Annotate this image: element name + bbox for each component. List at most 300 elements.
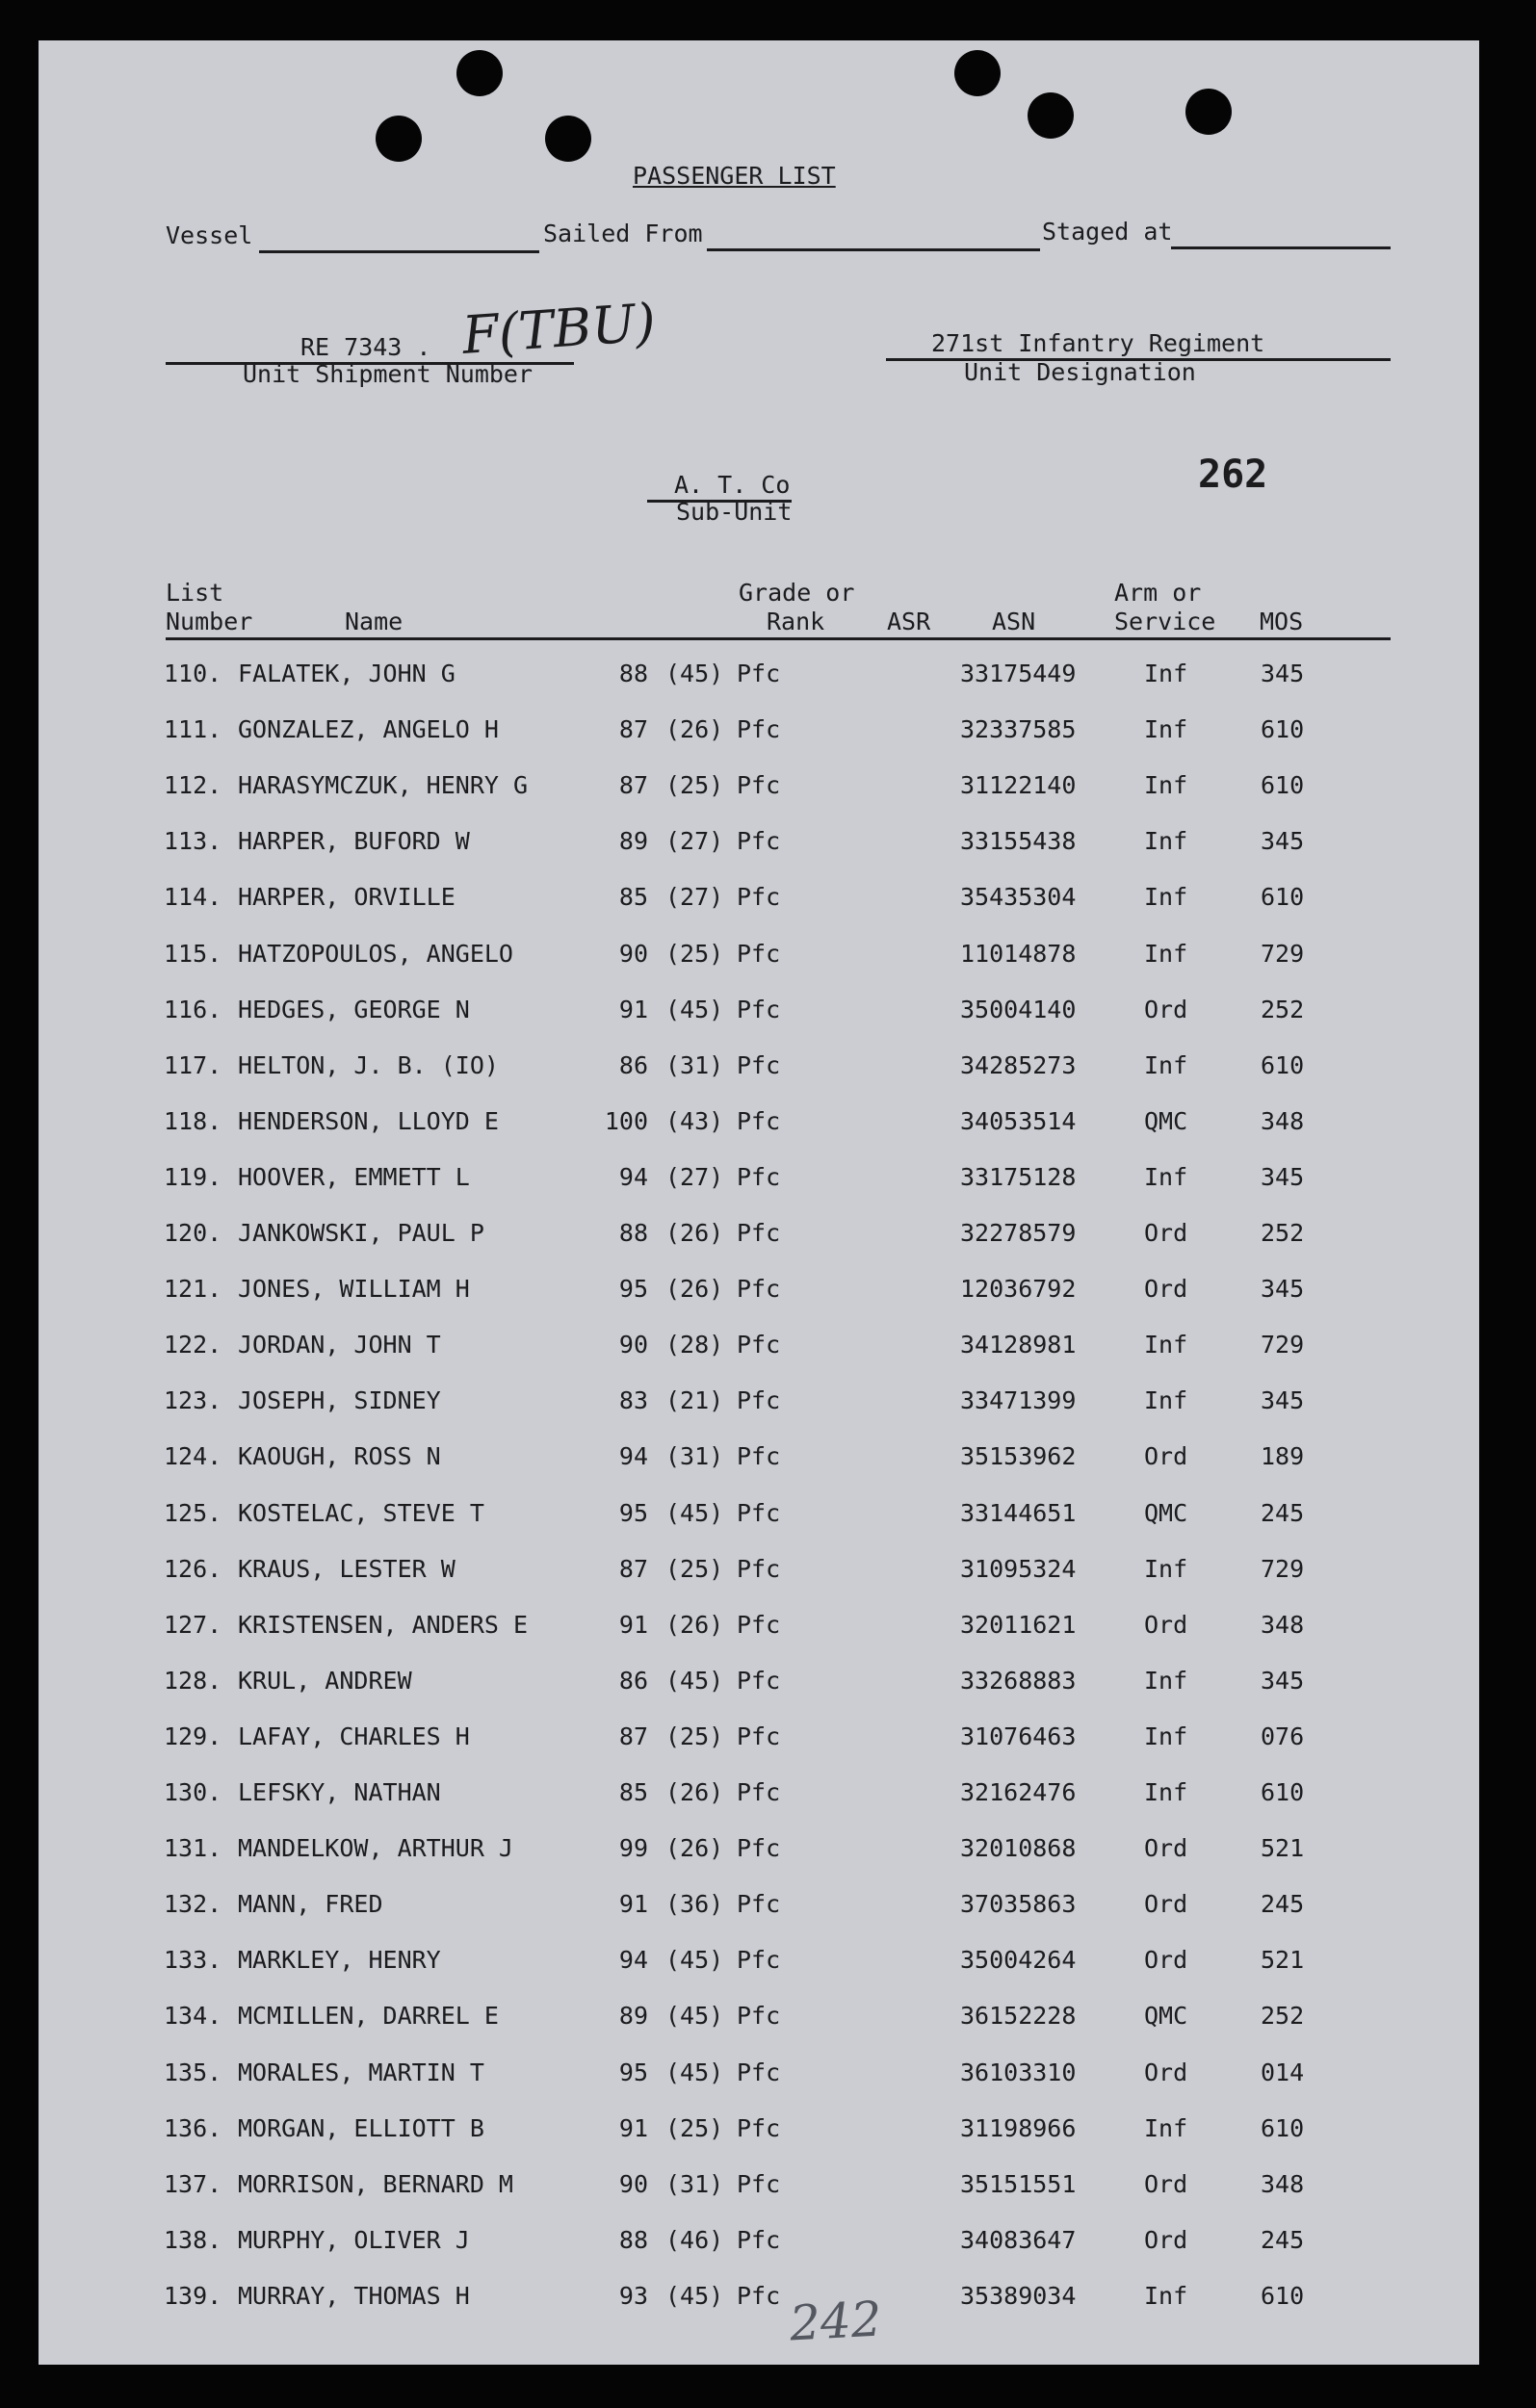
grade: Pfc (737, 1666, 781, 1695)
table-row (39, 2226, 1479, 2265)
asn: 35389034 (960, 2281, 1077, 2310)
mos: 014 (1261, 2058, 1305, 2086)
age: (26) (665, 1275, 724, 1304)
grade: Pfc (737, 1331, 781, 1359)
asr: 95 (618, 2058, 648, 2086)
mos: 610 (1261, 771, 1305, 800)
grade: Pfc (737, 1890, 781, 1919)
punch-hole (1028, 92, 1074, 139)
mos: 729 (1261, 939, 1305, 968)
asn: 31122140 (960, 771, 1077, 800)
asr: 91 (618, 1890, 648, 1919)
mos: 610 (1261, 2113, 1305, 2142)
sub-unit-label: Sub-Unit (676, 498, 793, 526)
mos: 345 (1261, 827, 1305, 856)
table-row (39, 1163, 1479, 1202)
arm-service: Ord (1144, 1219, 1188, 1247)
list-number: 132. (164, 1890, 222, 1919)
arm-service: Ord (1144, 1610, 1188, 1639)
grade: Pfc (737, 939, 781, 968)
age: (46) (665, 2225, 724, 2254)
list-number: 135. (164, 2058, 222, 2086)
asn: 34128981 (960, 1331, 1077, 1359)
grade: Pfc (737, 995, 781, 1023)
asn: 11014878 (960, 939, 1077, 968)
table-row (39, 2002, 1479, 2040)
col-header-arm: Arm or (1114, 579, 1202, 607)
shipment-handwritten-annotation: F(TBU) (460, 292, 658, 366)
asr: 93 (618, 2281, 648, 2310)
table-row (39, 940, 1479, 978)
staged-at-field-line (1171, 246, 1391, 249)
grade: Pfc (737, 1219, 781, 1247)
mos: 348 (1261, 1610, 1305, 1639)
sub-unit: A. T. Co (674, 471, 791, 499)
mos: 245 (1261, 2225, 1305, 2254)
col-header-mos: MOS (1260, 608, 1304, 635)
passenger-name: GONZALEZ, ANGELO H (238, 715, 499, 744)
asn: 37035863 (960, 1890, 1077, 1919)
table-row (39, 1722, 1479, 1761)
passenger-name: MORALES, MARTIN T (238, 2058, 484, 2086)
list-number: 133. (164, 1946, 222, 1975)
asn: 35151551 (960, 2169, 1077, 2198)
age: (25) (665, 939, 724, 968)
asn: 33144651 (960, 1498, 1077, 1527)
table-row (39, 715, 1479, 754)
handwritten-note: 242 (788, 2291, 883, 2352)
vessel-field-line (259, 250, 539, 253)
col-header-grade: Grade or (739, 579, 855, 607)
list-number: 120. (164, 1219, 222, 1247)
age: (25) (665, 1722, 724, 1750)
col-header-rank: Rank (767, 608, 825, 635)
passenger-name: FALATEK, JOHN G (238, 660, 456, 687)
age: (45) (665, 1666, 724, 1695)
unit-designation: 271st Infantry Regiment (931, 329, 1265, 357)
passenger-name: KRAUS, LESTER W (238, 1554, 456, 1583)
list-number: 111. (164, 715, 222, 744)
passenger-name: MORGAN, ELLIOTT B (238, 2113, 484, 2142)
col-header-asr: ASR (887, 608, 931, 635)
age: (26) (665, 1778, 724, 1806)
mos: 345 (1261, 1275, 1305, 1304)
header-rule (166, 637, 1391, 640)
passenger-name: MURRAY, THOMAS H (238, 2281, 470, 2310)
asr: 94 (618, 1946, 648, 1975)
table-row (39, 1667, 1479, 1705)
punch-hole (954, 50, 1001, 96)
list-number: 122. (164, 1331, 222, 1359)
arm-service: Ord (1144, 1946, 1188, 1975)
arm-service: Inf (1144, 771, 1188, 800)
age: (43) (665, 1106, 724, 1135)
list-number: 128. (164, 1666, 222, 1695)
arm-service: Inf (1144, 939, 1188, 968)
passenger-name: HARASYMCZUK, HENRY G (238, 771, 529, 800)
list-number: 119. (164, 1162, 222, 1191)
arm-service: Inf (1144, 715, 1188, 744)
table-row (39, 883, 1479, 921)
asn: 34285273 (960, 1050, 1077, 1079)
arm-service: Ord (1144, 2225, 1188, 2254)
age: (26) (665, 1610, 724, 1639)
age: (45) (665, 1498, 724, 1527)
mos: 345 (1261, 1162, 1305, 1191)
arm-service: QMC (1144, 1106, 1188, 1135)
mos: 610 (1261, 2281, 1305, 2310)
grade: Pfc (737, 1162, 781, 1191)
asr: 95 (618, 1498, 648, 1527)
table-row (39, 660, 1479, 698)
passenger-name: MANN, FRED (238, 1890, 383, 1919)
passenger-name: HOOVER, EMMETT L (238, 1162, 470, 1191)
asr: 86 (618, 1050, 648, 1079)
age: (28) (665, 1331, 724, 1359)
asr: 85 (618, 1778, 648, 1806)
list-number: 137. (164, 2169, 222, 2198)
asn: 31095324 (960, 1554, 1077, 1583)
arm-service: Inf (1144, 2113, 1188, 2142)
arm-service: Inf (1144, 2281, 1188, 2310)
grade: Pfc (737, 715, 781, 744)
table-row (39, 1611, 1479, 1649)
asr: 95 (618, 1275, 648, 1304)
grade: Pfc (737, 1722, 781, 1750)
asn: 34083647 (960, 2225, 1077, 2254)
mos: 252 (1261, 995, 1305, 1023)
staged-at-label: Staged at (1042, 218, 1173, 246)
table-row (39, 2282, 1479, 2320)
mos: 189 (1261, 1442, 1305, 1471)
arm-service: Inf (1144, 1666, 1188, 1695)
list-number: 126. (164, 1554, 222, 1583)
arm-service: Inf (1144, 883, 1188, 912)
asn: 36152228 (960, 2002, 1077, 2031)
asn: 32278579 (960, 1219, 1077, 1247)
unit-designation-label: Unit Designation (964, 358, 1196, 386)
mos: 729 (1261, 1554, 1305, 1583)
passenger-name: KOSTELAC, STEVE T (238, 1498, 484, 1527)
asr: 87 (618, 1554, 648, 1583)
grade: Pfc (737, 2169, 781, 2198)
age: (45) (665, 2058, 724, 2086)
list-number: 130. (164, 1778, 222, 1806)
age: (26) (665, 1834, 724, 1863)
asr: 90 (618, 2169, 648, 2198)
asn: 12036792 (960, 1275, 1077, 1304)
page-number: 262 (1198, 453, 1268, 497)
table-row (39, 1051, 1479, 1090)
mos: 729 (1261, 1331, 1305, 1359)
passenger-name: JORDAN, JOHN T (238, 1331, 441, 1359)
table-row (39, 827, 1479, 866)
asn: 33175128 (960, 1162, 1077, 1191)
arm-service: Inf (1144, 827, 1188, 856)
passenger-name: MCMILLEN, DARREL E (238, 2002, 499, 2031)
grade: Pfc (737, 1442, 781, 1471)
passenger-name: JANKOWSKI, PAUL P (238, 1219, 484, 1247)
passenger-name: LEFSKY, NATHAN (238, 1778, 441, 1806)
col-header-list: List (166, 579, 224, 607)
list-number: 124. (164, 1442, 222, 1471)
list-number: 110. (164, 660, 222, 687)
table-row (39, 1890, 1479, 1929)
list-number: 114. (164, 883, 222, 912)
mos: 345 (1261, 1666, 1305, 1695)
col-header-number: Number (166, 608, 253, 635)
list-number: 125. (164, 1498, 222, 1527)
arm-service: Ord (1144, 2058, 1188, 2086)
mos: 610 (1261, 1778, 1305, 1806)
asr: 89 (618, 827, 648, 856)
list-number: 134. (164, 2002, 222, 2031)
asr: 99 (618, 1834, 648, 1863)
mos: 245 (1261, 1890, 1305, 1919)
age: (26) (665, 715, 724, 744)
table-row (39, 1442, 1479, 1481)
asr: 86 (618, 1666, 648, 1695)
asn: 35004264 (960, 1946, 1077, 1975)
document-page (39, 40, 1479, 2365)
grade: Pfc (737, 1386, 781, 1415)
arm-service: Inf (1144, 1050, 1188, 1079)
asn: 35153962 (960, 1442, 1077, 1471)
table-row (39, 1331, 1479, 1369)
grade: Pfc (737, 2225, 781, 2254)
mos: 345 (1261, 1386, 1305, 1415)
mos: 521 (1261, 1946, 1305, 1975)
passenger-name: MARKLEY, HENRY (238, 1946, 441, 1975)
arm-service: Inf (1144, 1722, 1188, 1750)
list-number: 116. (164, 995, 222, 1023)
grade: Pfc (737, 883, 781, 912)
sailed-from-field-line (707, 248, 1040, 251)
grade: Pfc (737, 771, 781, 800)
age: (45) (665, 995, 724, 1023)
age: (45) (665, 2002, 724, 2031)
asr: 85 (618, 883, 648, 912)
mos: 348 (1261, 1106, 1305, 1135)
age: (25) (665, 2113, 724, 2142)
list-number: 138. (164, 2225, 222, 2254)
list-number: 129. (164, 1722, 222, 1750)
age: (45) (665, 2281, 724, 2310)
grade: Pfc (737, 1778, 781, 1806)
grade: Pfc (737, 2113, 781, 2142)
mos: 076 (1261, 1722, 1305, 1750)
passenger-name: HENDERSON, LLOYD E (238, 1106, 499, 1135)
age: (21) (665, 1386, 724, 1415)
grade: Pfc (737, 2002, 781, 2031)
arm-service: Ord (1144, 1442, 1188, 1471)
table-row (39, 1107, 1479, 1146)
mos: 245 (1261, 1498, 1305, 1527)
asr: 88 (618, 660, 648, 687)
table-row (39, 2058, 1479, 2097)
age: (27) (665, 827, 724, 856)
arm-service: QMC (1144, 1498, 1188, 1527)
table-row (39, 771, 1479, 810)
grade: Pfc (737, 1050, 781, 1079)
list-number: 127. (164, 1610, 222, 1639)
asr: 91 (618, 995, 648, 1023)
table-row (39, 996, 1479, 1034)
asr: 90 (618, 939, 648, 968)
list-number: 121. (164, 1275, 222, 1304)
asn: 35435304 (960, 883, 1077, 912)
mos: 348 (1261, 2169, 1305, 2198)
age: (36) (665, 1890, 724, 1919)
table-row (39, 1275, 1479, 1313)
grade: Pfc (737, 660, 781, 687)
unit-shipment-number: RE 7343 . (300, 333, 431, 361)
punch-hole (456, 50, 503, 96)
unit-shipment-label: Unit Shipment Number (243, 360, 534, 388)
table-row (39, 1386, 1479, 1425)
table-row (39, 1946, 1479, 1984)
asr: 87 (618, 771, 648, 800)
asr: 91 (618, 1610, 648, 1639)
arm-service: Inf (1144, 1331, 1188, 1359)
asn: 33268883 (960, 1666, 1077, 1695)
asn: 32162476 (960, 1778, 1077, 1806)
mos: 610 (1261, 883, 1305, 912)
asn: 32010868 (960, 1834, 1077, 1863)
punch-hole (545, 116, 591, 162)
asr: 88 (618, 2225, 648, 2254)
list-number: 117. (164, 1050, 222, 1079)
table-row (39, 1778, 1479, 1817)
asr: 100 (604, 1106, 648, 1135)
passenger-name: LAFAY, CHARLES H (238, 1722, 470, 1750)
age: (26) (665, 1219, 724, 1247)
age: (27) (665, 883, 724, 912)
arm-service: Inf (1144, 660, 1188, 687)
grade: Pfc (737, 1554, 781, 1583)
grade: Pfc (737, 1106, 781, 1135)
arm-service: Inf (1144, 1386, 1188, 1415)
asn: 34053514 (960, 1106, 1077, 1135)
mos: 521 (1261, 1834, 1305, 1863)
asr: 83 (618, 1386, 648, 1415)
age: (25) (665, 771, 724, 800)
age: (45) (665, 1946, 724, 1975)
grade: Pfc (737, 1946, 781, 1975)
age: (25) (665, 1554, 724, 1583)
grade: Pfc (737, 2281, 781, 2310)
age: (31) (665, 1050, 724, 1079)
col-header-asn: ASN (992, 608, 1036, 635)
age: (31) (665, 1442, 724, 1471)
list-number: 131. (164, 1834, 222, 1863)
passenger-name: KRISTENSEN, ANDERS E (238, 1610, 529, 1639)
col-header-service: Service (1114, 608, 1216, 635)
asr: 87 (618, 1722, 648, 1750)
asr: 94 (618, 1162, 648, 1191)
arm-service: Ord (1144, 1834, 1188, 1863)
passenger-name: JONES, WILLIAM H (238, 1275, 470, 1304)
arm-service: Inf (1144, 1162, 1188, 1191)
asn: 33471399 (960, 1386, 1077, 1415)
asr: 90 (618, 1331, 648, 1359)
table-row (39, 1219, 1479, 1257)
punch-hole (376, 116, 422, 162)
table-row (39, 2114, 1479, 2153)
arm-service: Inf (1144, 1778, 1188, 1806)
arm-service: Ord (1144, 1890, 1188, 1919)
passenger-name: HARPER, BUFORD W (238, 827, 470, 856)
list-number: 113. (164, 827, 222, 856)
mos: 610 (1261, 715, 1305, 744)
passenger-name: MANDELKOW, ARTHUR J (238, 1834, 513, 1863)
asn: 33155438 (960, 827, 1077, 856)
mos: 345 (1261, 660, 1305, 687)
asr: 94 (618, 1442, 648, 1471)
table-row (39, 1834, 1479, 1873)
mos: 610 (1261, 1050, 1305, 1079)
arm-service: QMC (1144, 2002, 1188, 2031)
asr: 89 (618, 2002, 648, 2031)
passenger-name: HEDGES, GEORGE N (238, 995, 470, 1023)
list-number: 115. (164, 939, 222, 968)
asn: 33175449 (960, 660, 1077, 687)
passenger-name: HARPER, ORVILLE (238, 883, 456, 912)
list-number: 139. (164, 2281, 222, 2310)
arm-service: Ord (1144, 2169, 1188, 2198)
passenger-name: HATZOPOULOS, ANGELO (238, 939, 513, 968)
punch-hole (1185, 89, 1232, 135)
passenger-name: KRUL, ANDREW (238, 1666, 412, 1695)
table-row (39, 2170, 1479, 2209)
arm-service: Inf (1144, 1554, 1188, 1583)
passenger-name: KAOUGH, ROSS N (238, 1442, 441, 1471)
col-header-name: Name (345, 608, 404, 635)
mos: 252 (1261, 2002, 1305, 2031)
page-title: PASSENGER LIST (633, 162, 836, 190)
passenger-name: MURPHY, OLIVER J (238, 2225, 470, 2254)
list-number: 118. (164, 1106, 222, 1135)
arm-service: Ord (1144, 995, 1188, 1023)
asn: 32011621 (960, 1610, 1077, 1639)
table-row (39, 1499, 1479, 1538)
sailed-from-label: Sailed From (543, 220, 703, 247)
arm-service: Ord (1144, 1275, 1188, 1304)
asr: 87 (618, 715, 648, 744)
asn: 32337585 (960, 715, 1077, 744)
age: (31) (665, 2169, 724, 2198)
grade: Pfc (737, 1834, 781, 1863)
list-number: 112. (164, 771, 222, 800)
asr: 88 (618, 1219, 648, 1247)
passenger-name: MORRISON, BERNARD M (238, 2169, 513, 2198)
grade: Pfc (737, 2058, 781, 2086)
grade: Pfc (737, 1610, 781, 1639)
asn: 31198966 (960, 2113, 1077, 2142)
passenger-name: HELTON, J. B. (IO) (238, 1050, 499, 1079)
asr: 91 (618, 2113, 648, 2142)
passenger-name: JOSEPH, SIDNEY (238, 1386, 441, 1415)
age: (27) (665, 1162, 724, 1191)
grade: Pfc (737, 1498, 781, 1527)
asn: 36103310 (960, 2058, 1077, 2086)
table-row (39, 1555, 1479, 1593)
grade: Pfc (737, 1275, 781, 1304)
asn: 31076463 (960, 1722, 1077, 1750)
grade: Pfc (737, 827, 781, 856)
asn: 35004140 (960, 995, 1077, 1023)
vessel-label: Vessel (166, 221, 253, 249)
